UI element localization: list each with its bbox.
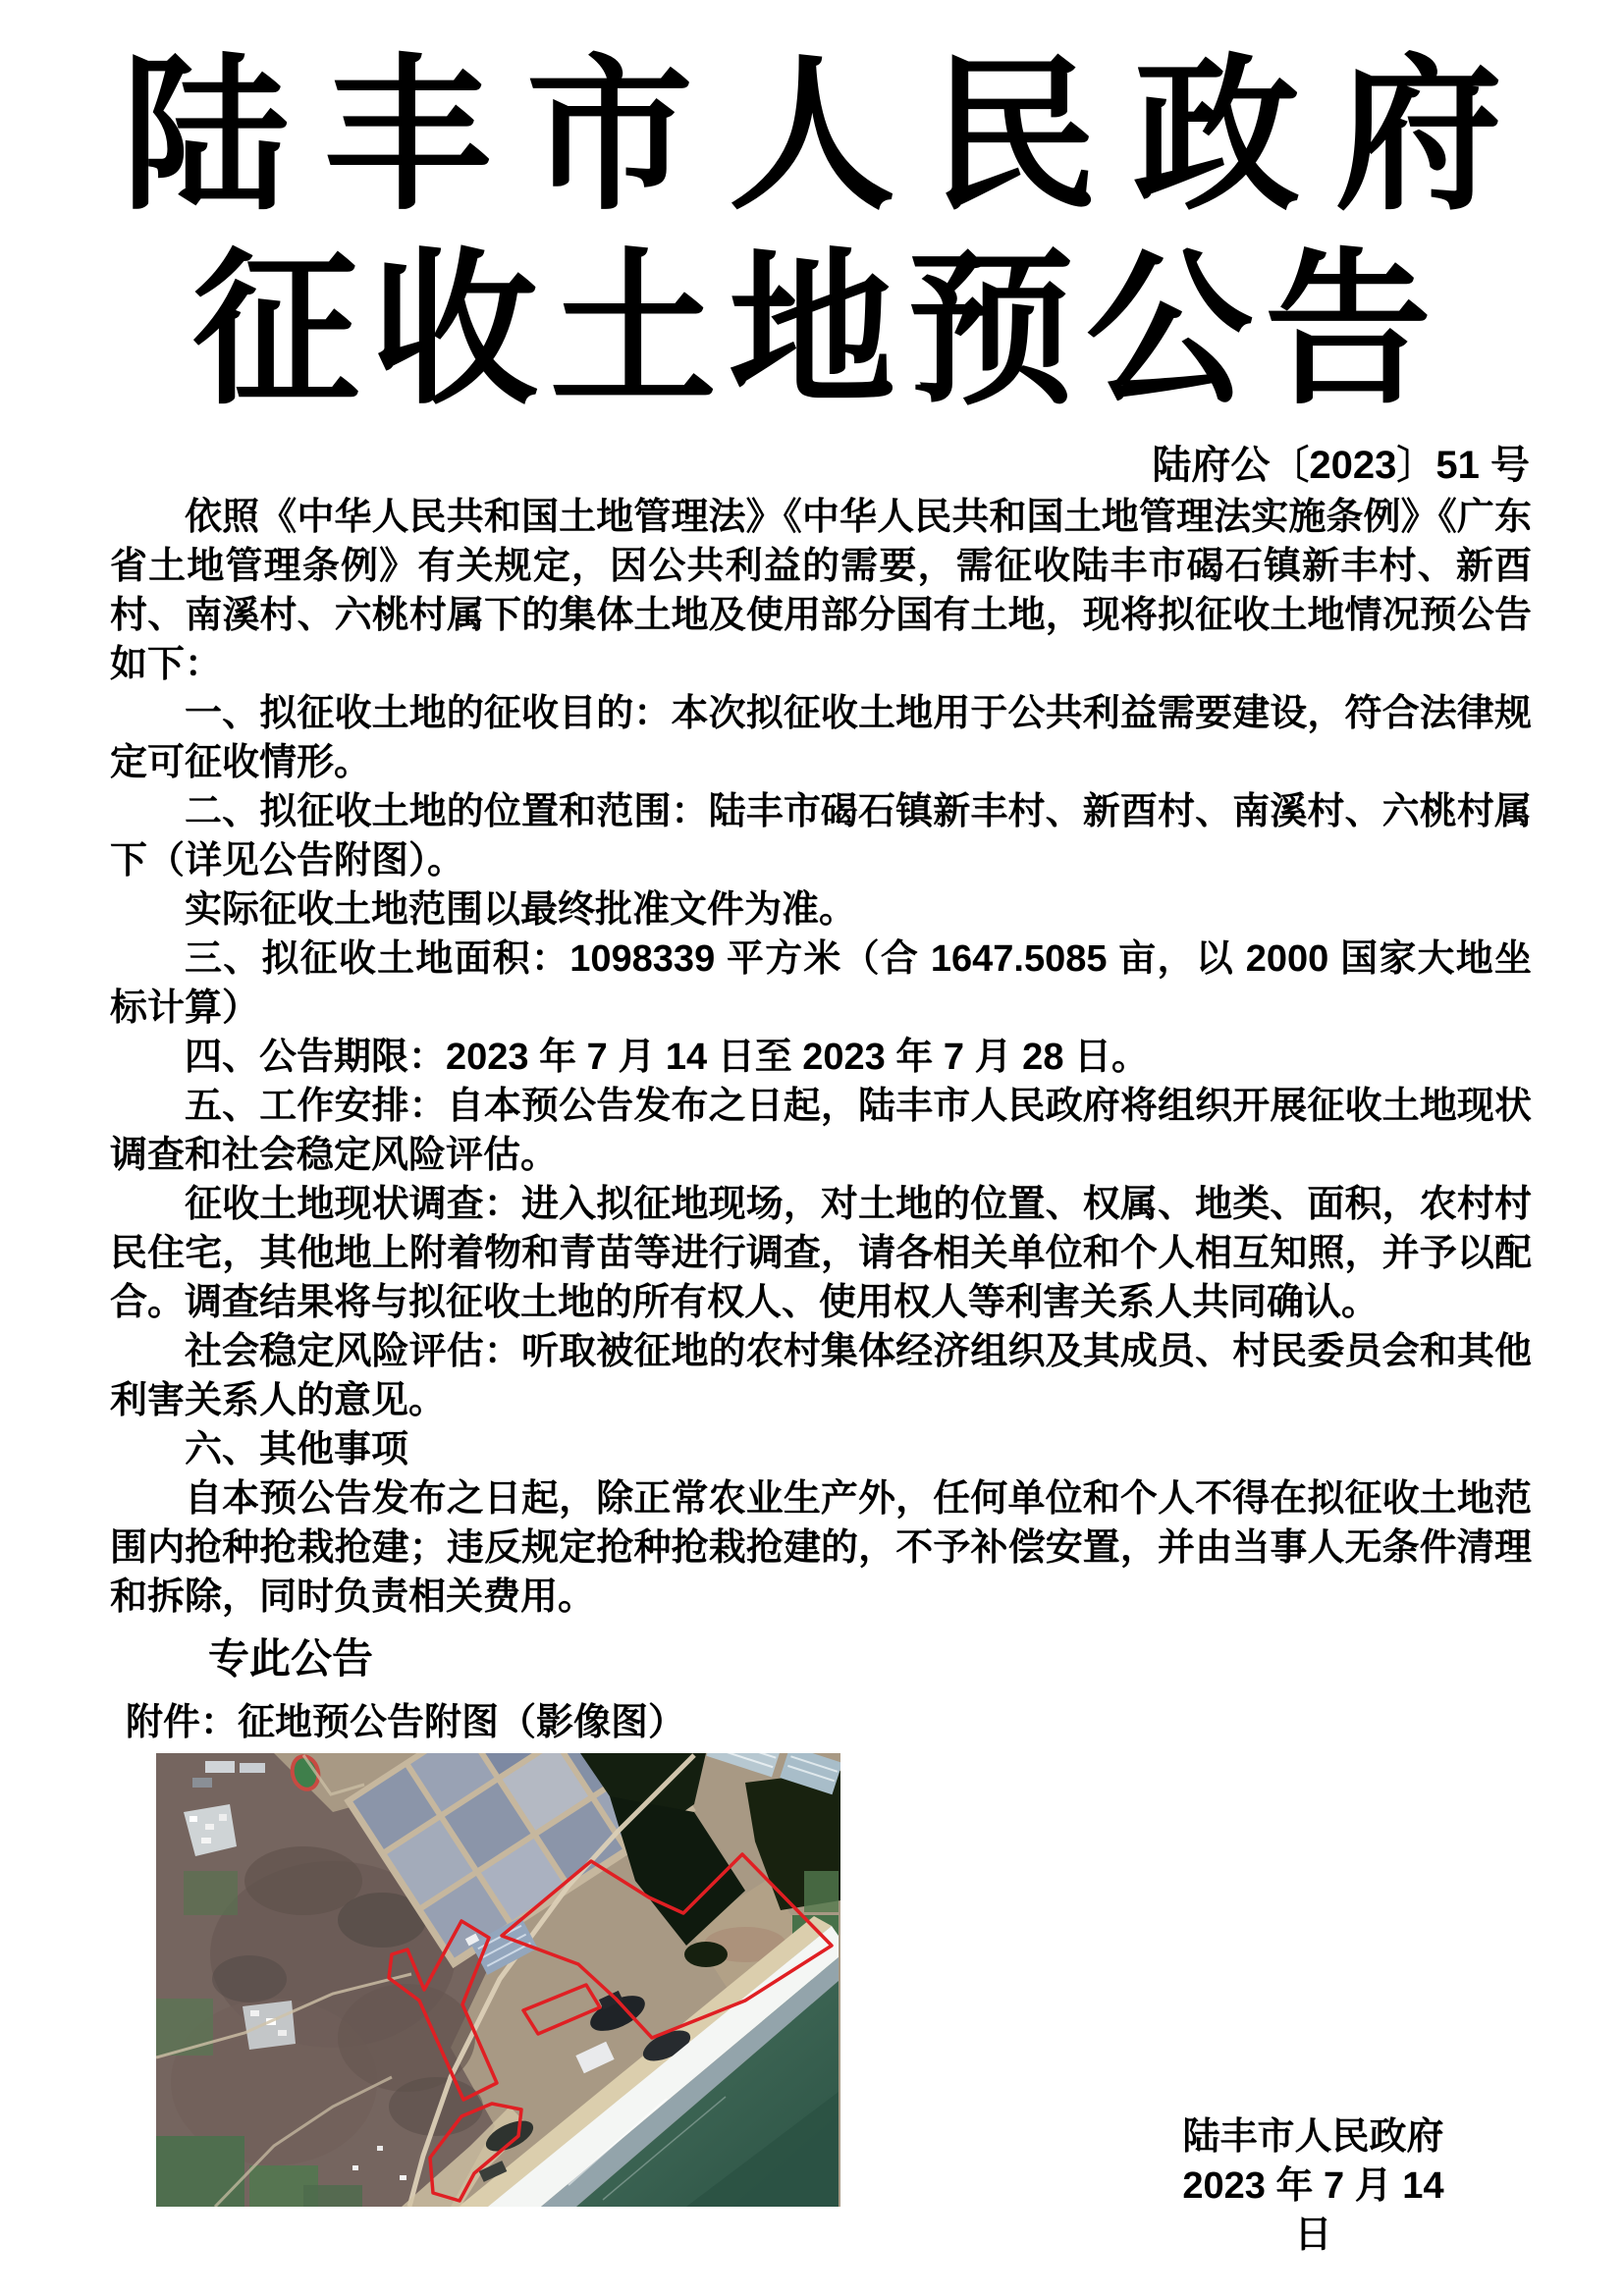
paragraph-survey: 征收土地现状调查：进入拟征地现场，对土地的位置、权属、地类、面积，农村村民住宅，其他地上附着物和青苗等进行调查，请各相关单位和个人相互知照，并予以配合。调查结果将与拟征收土地的所有权人、使用权人等利害关系人共同确认。	[110, 1184, 1532, 1323]
paragraph-warning: 自本预公告发布之日起，除正常农业生产外，任何单位和个人不得在拟征收土地范围内抢种抢栽抢建；违反规定抢种抢栽抢建的，不予补偿安置，并由当事人无条件清理和拆除，同时负责相关费用。	[110, 1478, 1532, 1618]
paragraph-risk: 社会稳定风险评估：听取被征地的农村集体经济组织及其成员、村民委员会和其他利害关系人的意见。	[110, 1331, 1532, 1421]
paragraph-other: 六、其他事项	[185, 1429, 409, 1470]
body-text	[110, 493, 1532, 1622]
attachment-note: 附件：征地预公告附图（影像图）	[126, 1702, 686, 1743]
doc-number: 陆府公〔2023〕51 号	[1152, 444, 1530, 487]
page-subtitle: 征收土地预公告	[191, 240, 1443, 424]
paragraph-location: 二、拟征收土地的位置和范围：陆丰市碣石镇新丰村、新酉村、南溪村、六桃村属下（详见公告附图）。	[110, 791, 1532, 881]
attachment-map-figure	[156, 1753, 840, 2207]
signature-date: 2023 年 7 月 14 日	[1182, 2165, 1444, 2256]
seal-statement: 专此公告	[208, 1637, 374, 1682]
paragraph-schedule: 五、工作安排：自本预公告发布之日起，陆丰市人民政府将组织开展征收土地现状调查和社会稳定风险评估。	[110, 1086, 1532, 1176]
paragraph-period: 四、公告期限：2023 年 7 月 14 日至 2023 年 7 月 28 日。	[185, 1037, 1150, 1078]
signature-block	[1164, 2112, 1463, 2260]
paragraph-intro: 依照《中华人民共和国土地管理法》《中华人民共和国土地管理法实施条例》《广东省土地管理条例》有关规定，因公共利益的需要，需征收陆丰市碣石镇新丰村、新酉村、南溪村、六桃村属下的集体土地及使用部分国有土地，现将拟征收土地情况预公告如下：	[110, 497, 1532, 685]
signature-org: 陆丰市人民政府	[1182, 2116, 1444, 2158]
paragraph-purpose: 一、拟征收土地的征收目的：本次拟征收土地用于公共利益需要建设，符合法律规定可征收情形。	[110, 693, 1532, 783]
satellite-image	[156, 1753, 840, 2207]
paragraph-area: 三、拟征收土地面积：1098339 平方米（合 1647.5085 亩，以 2000 国家大地坐标计算）	[110, 938, 1532, 1029]
page-title: 陆丰市人民政府	[121, 45, 1538, 230]
paragraph-scope-note: 实际征收土地范围以最终批准文件为准。	[185, 889, 857, 931]
